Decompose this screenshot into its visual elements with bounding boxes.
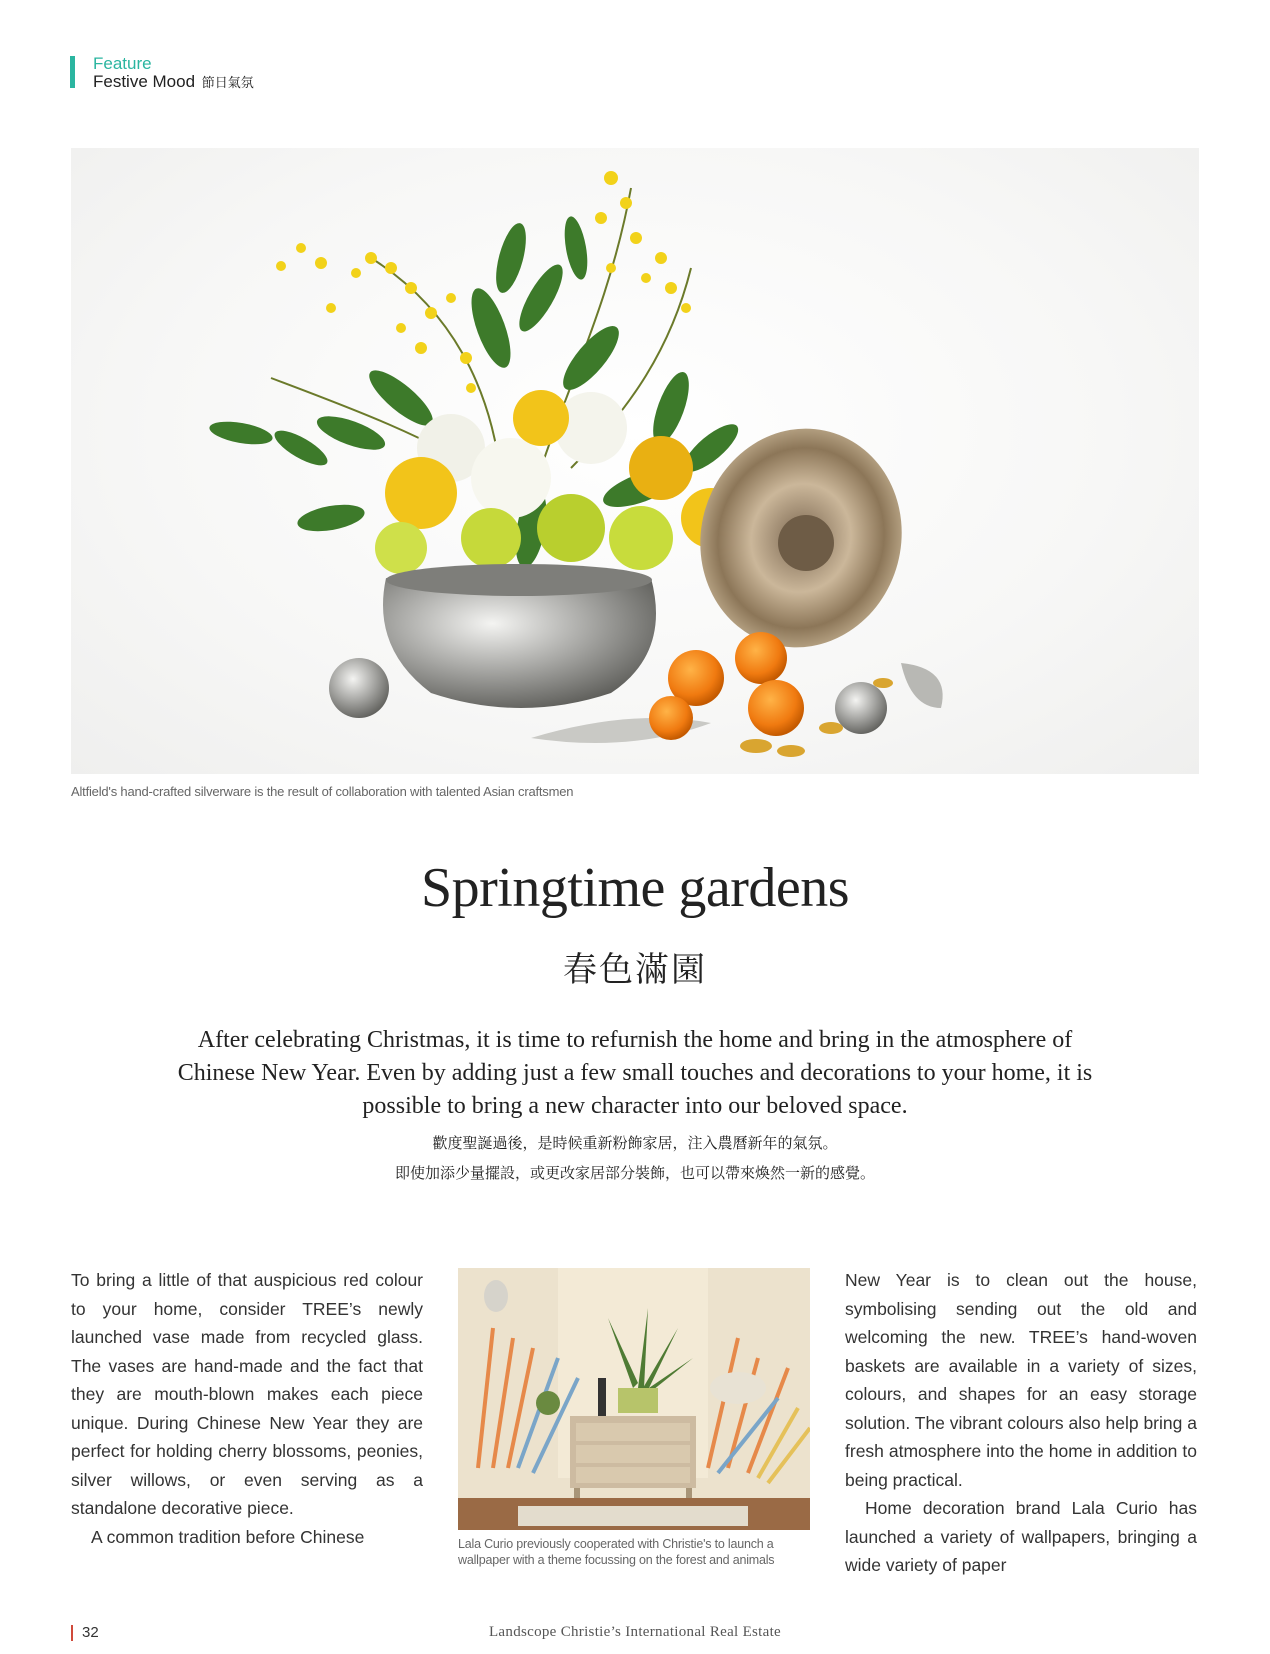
intro-zh-line: 即使加添少量擺設，或更改家居部分裝飾，也可以帶來煥然一新的感覺。	[394, 1164, 875, 1182]
body-paragraph: To bring a little of that auspicious red colour to your home, consider TREE’s newly launched vase made from recycled glass. The vases are hand-made and the fact that they are mouth-blown makes each piece unique. During Chinese New Year they are perfect for holding cherry blossoms, peonies, silver willows, or even serving as a standalone decorative piece.	[71, 1270, 423, 1518]
article-title-zh: 春色滿園	[563, 950, 707, 990]
article-intro: After celebrating Christmas, it is time to refurnish the home and bring in the atmosphere of Chinese New Year. Even by adding just a few small touches and decorations to your home, it is possible to bring a new character into our beloved space.	[177, 1027, 1093, 1119]
inline-photo-illustration	[458, 1268, 810, 1530]
body-column-left	[71, 1266, 423, 1551]
footer-brand: Landscope Christie’s International Real Estate	[488, 1624, 782, 1640]
article-intro-zh	[0, 1128, 1270, 1188]
section-title	[93, 72, 254, 92]
hero-photo-caption: Altfield's hand-crafted silverware is the result of collaboration with talented Asian craftsmen	[71, 784, 574, 799]
body-paragraph: New Year is to clean out the house, symbolising sending out the old and welcoming the new. TREE’s hand-woven baskets are available in a variety of sizes, colours, and shapes for an easy storage solution. The vibrant colours also help bring a fresh atmosphere into the home in addition to being practical.	[845, 1270, 1197, 1490]
section-kicker: Feature	[93, 54, 152, 73]
body-paragraph: A common tradition before Chinese	[91, 1526, 365, 1547]
section-title-en: Festive Mood	[93, 72, 196, 91]
section-accent-bar	[70, 56, 75, 88]
intro-zh-line: 歡度聖誕過後，是時候重新粉飾家居，注入農曆新年的氣氛。	[432, 1134, 838, 1152]
article-title: Springtime gardens	[420, 857, 850, 919]
hero-photo-illustration	[71, 148, 1199, 774]
body-column-right	[845, 1266, 1197, 1580]
section-title-zh: 節日氣氛	[201, 76, 254, 91]
inline-photo	[458, 1268, 810, 1530]
body-paragraph: Home decoration brand Lala Curio has launched a variety of wallpapers, bringing a wide variety of paper	[845, 1498, 1197, 1575]
hero-photo	[71, 148, 1199, 774]
inline-photo-caption: Lala Curio previously cooperated with Christie's to launch a wallpaper with a theme focussing on the forest and animals	[458, 1537, 775, 1567]
page-number: 32	[82, 1624, 99, 1641]
